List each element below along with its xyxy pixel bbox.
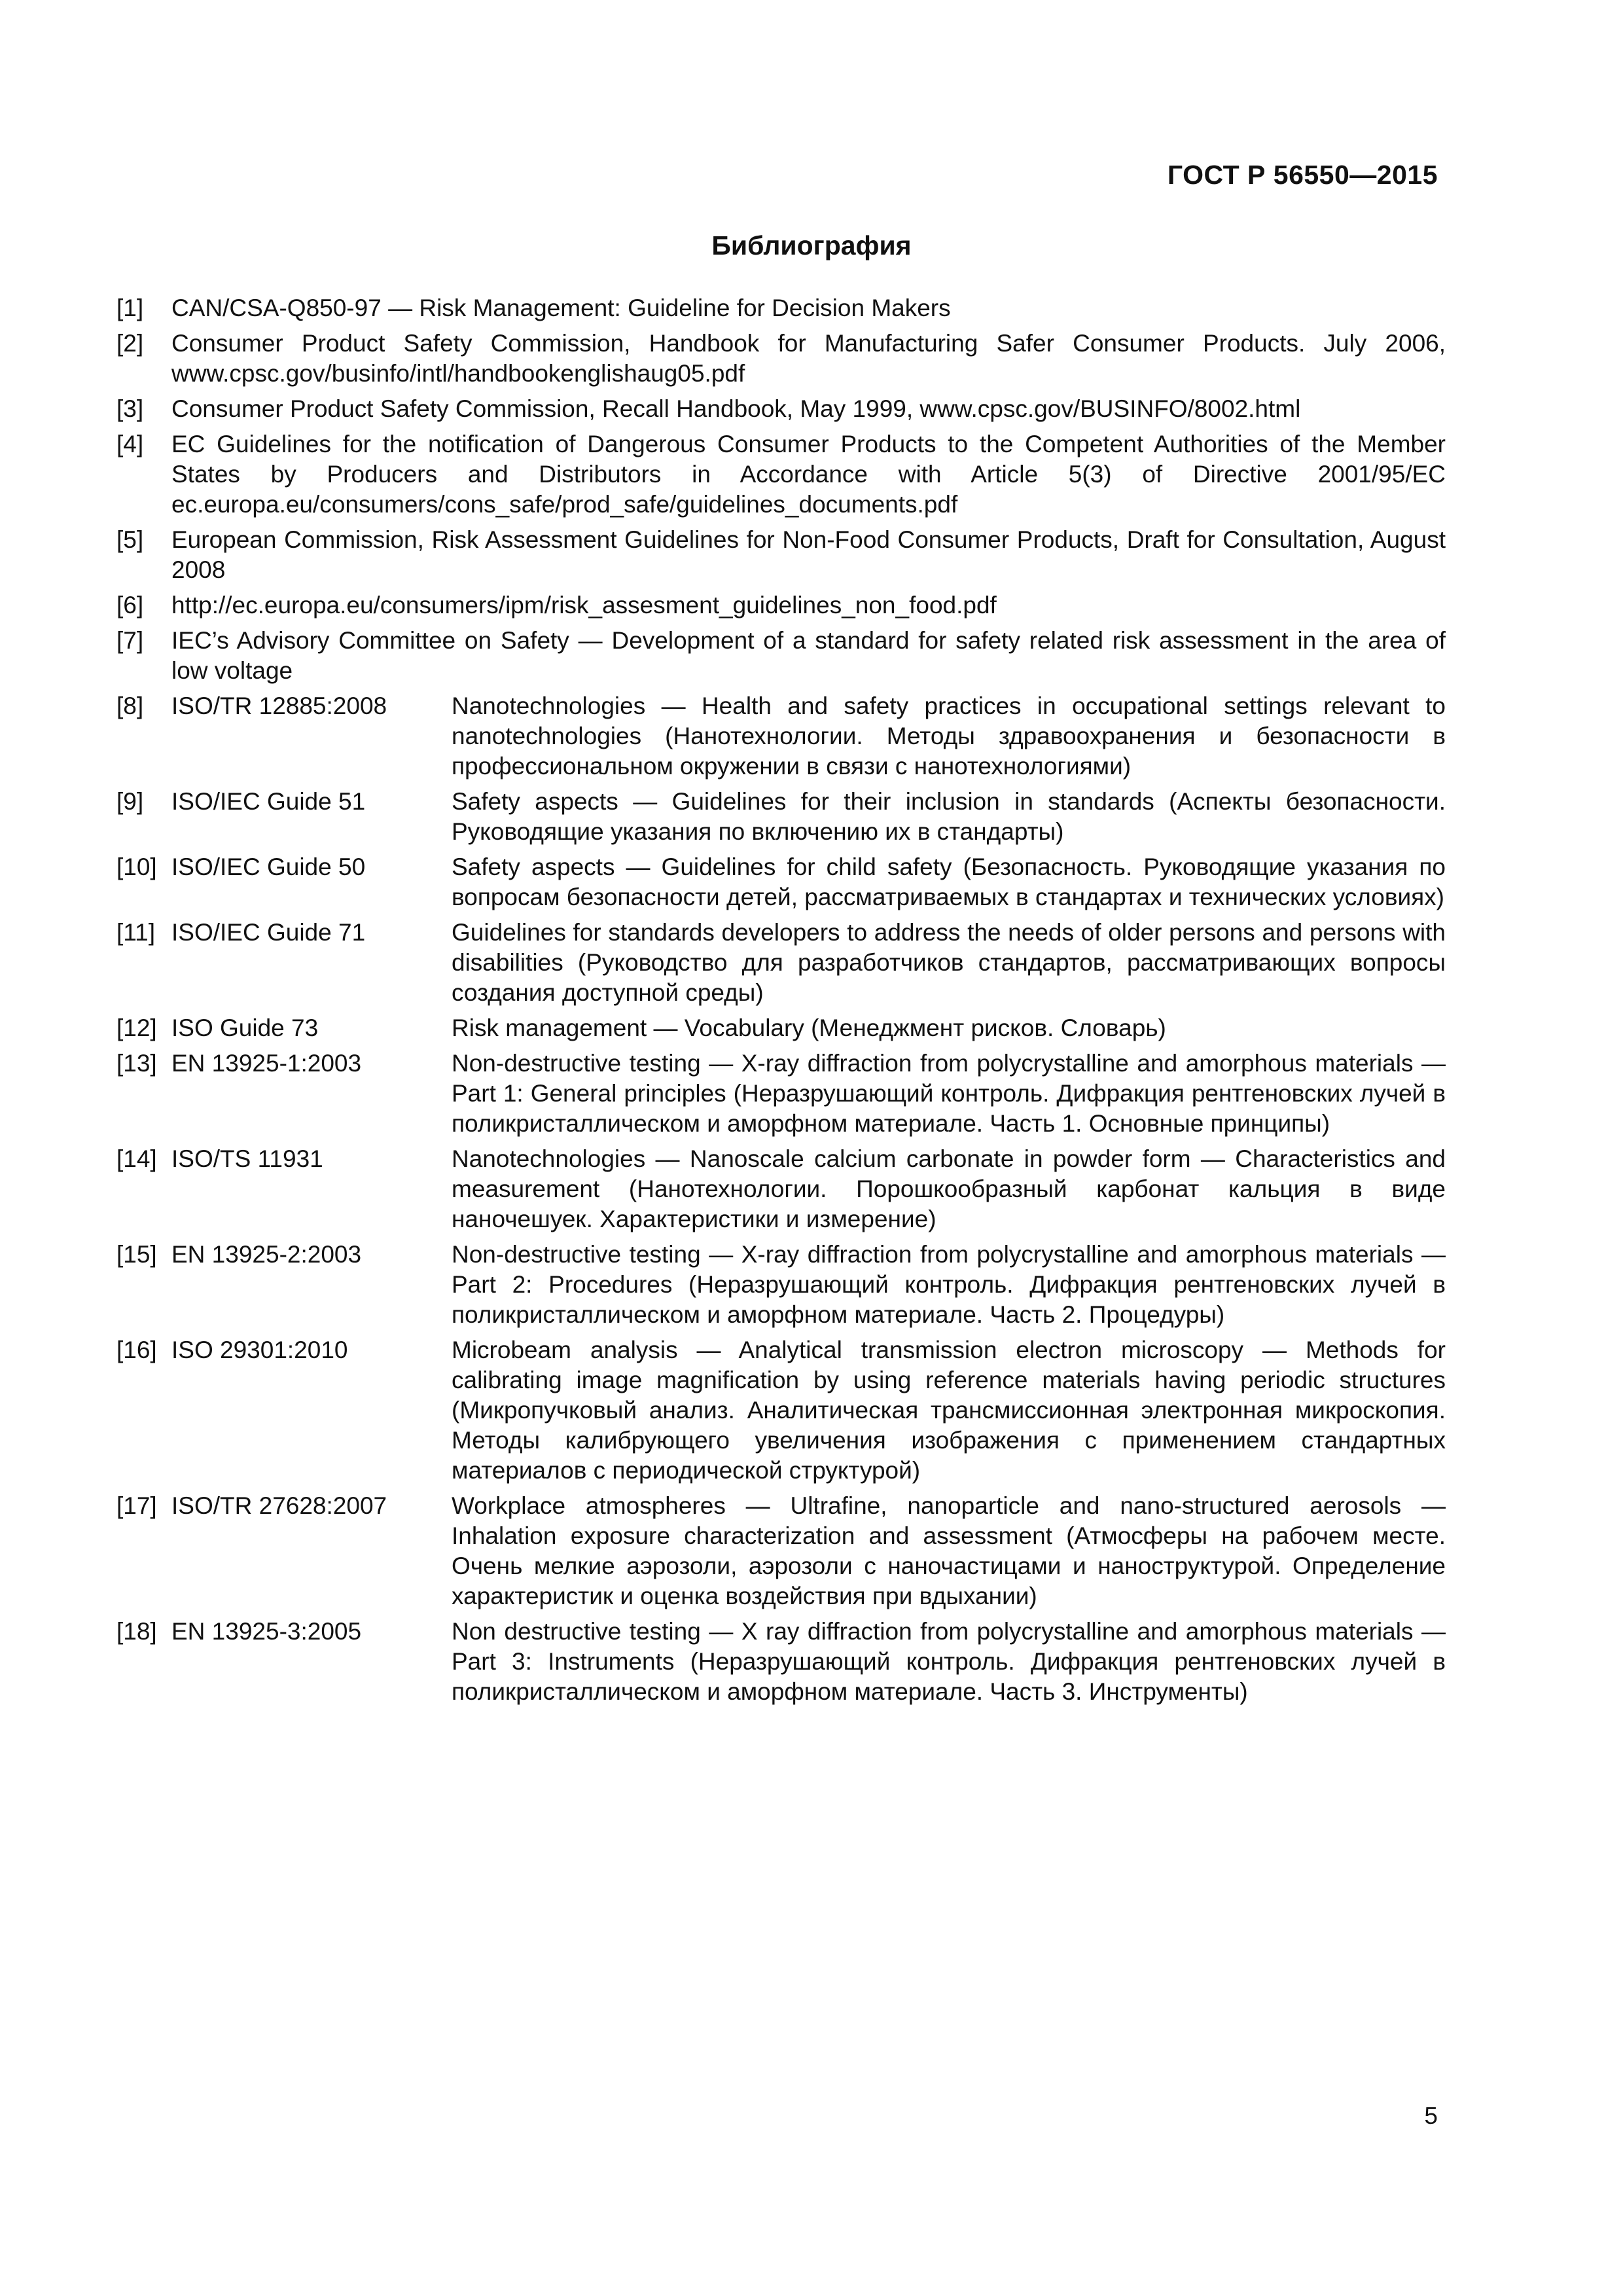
bibliography-entry-6 xyxy=(116,590,1446,620)
entry-standard-code: EN 13925-2:2003 xyxy=(171,1241,362,1268)
entry-number: [15] xyxy=(116,1241,157,1268)
entry-title: Non-destructive testing — X-ray diffraction from polycrystalline and amorphous materials — Part 1: General principles (Неразрушающий контроль. Дифракция рентгеновских лучей в поликристаллическом и аморфном материале. Часть 1. Основные принципы) xyxy=(452,1050,1446,1137)
entry-title: Microbeam analysis — Analytical transmission electron microscopy — Methods for calibrating image magnification by using reference materials having periodic structures (Микропучковый анализ. Аналитическая трансмиссионная электронная микроскопия. Методы калибрующего увеличения изображения с применением стандартных материалов с периодической структурой) xyxy=(452,1336,1446,1484)
entry-number: [4] xyxy=(116,431,144,457)
entry-standard-code: ISO/IEC Guide 71 xyxy=(171,919,366,946)
bibliography-entry-2 xyxy=(116,329,1446,389)
entry-title: Workplace atmospheres — Ultrafine, nanoparticle and nano-structured aerosols — Inhalation exposure characterization and assessment (Атмосферы на рабочем месте. Очень мелкие аэрозоли, аэрозоли с наночастицами и наноструктурой. Определение характеристик и оценка воздействия при вдыхании) xyxy=(452,1492,1446,1609)
standard-code-header: ГОСТ Р 56550—2015 xyxy=(1167,160,1438,190)
entry-text: Consumer Product Safety Commission, Recall Handbook, May 1999, www.cpsc.gov/BUSINFO/8002.html xyxy=(171,395,1301,422)
entry-standard-code: ISO/TS 11931 xyxy=(171,1145,323,1172)
bibliography-entry-4 xyxy=(116,429,1446,520)
bibliography-entry-15 xyxy=(116,1240,1446,1330)
entry-standard-code: ISO/IEC Guide 51 xyxy=(171,788,366,815)
entry-standard-code: EN 13925-1:2003 xyxy=(171,1050,362,1077)
entry-title: Risk management — Vocabulary (Менеджмент рисков. Словарь) xyxy=(452,1014,1166,1041)
bibliography-entry-7 xyxy=(116,626,1446,686)
entry-number: [8] xyxy=(116,692,144,719)
entry-number: [6] xyxy=(116,592,144,619)
bibliography-entry-17 xyxy=(116,1491,1446,1611)
entry-number: [3] xyxy=(116,395,144,422)
entry-number: [17] xyxy=(116,1492,157,1519)
entry-number: [18] xyxy=(116,1618,157,1645)
entry-text: EC Guidelines for the notification of Dangerous Consumer Products to the Competent Authorities of the Member States by Producers and Distributors in Accordance with Article 5(3) of Directive 2001/95/EC ec.europa.eu/consumers/cons_safe/prod_safe/guidelines_documents.pdf xyxy=(171,431,1446,518)
entry-standard-code: ISO 29301:2010 xyxy=(171,1336,348,1363)
bibliography-entry-18 xyxy=(116,1617,1446,1707)
entry-text: CAN/CSA-Q850-97 — Risk Management: Guideline for Decision Makers xyxy=(171,295,951,321)
bibliography-entry-1 xyxy=(116,293,1446,323)
entry-number: [2] xyxy=(116,330,144,357)
bibliography-entry-11 xyxy=(116,918,1446,1008)
entry-number: [11] xyxy=(116,919,155,946)
entry-text: IEC’s Advisory Committee on Safety — Development of a standard for safety related risk assessment in the area of low voltage xyxy=(171,627,1446,684)
bibliography-entry-10 xyxy=(116,852,1446,912)
entry-title: Nanotechnologies — Health and safety practices in occupational settings relevant to nanotechnologies (Нанотехнологии. Методы здравоохранения и безопасности в профессиональном окружении в связи с нанотехнологиями) xyxy=(452,692,1446,780)
bibliography-list xyxy=(116,293,1446,1712)
bibliography-title: Библиография xyxy=(711,230,912,260)
entry-number: [16] xyxy=(116,1336,157,1363)
entry-number: [9] xyxy=(116,788,144,815)
entry-number: [14] xyxy=(116,1145,157,1172)
bibliography-entry-12 xyxy=(116,1013,1446,1043)
bibliography-entry-9 xyxy=(116,787,1446,847)
entry-title: Safety aspects — Guidelines for their inclusion in standards (Аспекты безопасности. Руководящие указания по включению их в стандарты) xyxy=(452,788,1446,845)
entry-standard-code: ISO/TR 12885:2008 xyxy=(171,692,387,719)
entry-standard-code: EN 13925-3:2005 xyxy=(171,1618,362,1645)
entry-standard-code: ISO/TR 27628:2007 xyxy=(171,1492,387,1519)
entry-text: European Commission, Risk Assessment Guidelines for Non-Food Consumer Products, Draft for Consultation, August 2008 xyxy=(171,526,1446,583)
bibliography-entry-5 xyxy=(116,525,1446,585)
entry-title: Guidelines for standards developers to address the needs of older persons and persons with disabilities (Руководство для разработчиков стандартов, рассматривающих вопросы создания доступной среды) xyxy=(452,919,1446,1006)
entry-number: [12] xyxy=(116,1014,157,1041)
bibliography-entry-8 xyxy=(116,691,1446,781)
entry-text: Consumer Product Safety Commission, Handbook for Manufacturing Safer Consumer Products. July 2006, www.cpsc.gov/businfo/intl/handbookenglishaug05.pdf xyxy=(171,330,1446,387)
bibliography-entry-3 xyxy=(116,394,1446,424)
page-number: 5 xyxy=(1424,2102,1438,2129)
bibliography-entry-14 xyxy=(116,1144,1446,1234)
entry-number: [7] xyxy=(116,627,144,654)
entry-number: [13] xyxy=(116,1050,157,1077)
entry-standard-code: ISO/IEC Guide 50 xyxy=(171,853,366,880)
entry-number: [5] xyxy=(116,526,144,553)
entry-standard-code: ISO Guide 73 xyxy=(171,1014,319,1041)
entry-number: [1] xyxy=(116,295,144,321)
entry-title: Nanotechnologies — Nanoscale calcium carbonate in powder form — Characteristics and measurement (Нанотехнологии. Порошкообразный карбонат кальция в виде наночешуек. Характеристики и измерение) xyxy=(452,1145,1446,1232)
entry-title: Non-destructive testing — X-ray diffraction from polycrystalline and amorphous materials — Part 2: Procedures (Неразрушающий контроль. Дифракция рентгеновских лучей в поликристаллическом и аморфном материале. Часть 2. Процедуры) xyxy=(452,1241,1446,1328)
entry-title: Non destructive testing — X ray diffraction from polycrystalline and amorphous materials — Part 3: Instruments (Неразрушающий контроль. Дифракция рентгеновских лучей в поликристаллическом и аморфном материале. Часть 3. Инструменты) xyxy=(452,1618,1446,1705)
entry-text: http://ec.europa.eu/consumers/ipm/risk_assesment_guidelines_non_food.pdf xyxy=(171,592,997,619)
bibliography-entry-13 xyxy=(116,1049,1446,1139)
entry-title: Safety aspects — Guidelines for child safety (Безопасность. Руководящие указания по вопросам безопасности детей, рассматриваемых в стандартах и технических условиях) xyxy=(452,853,1446,910)
entry-number: [10] xyxy=(116,853,157,880)
bibliography-entry-16 xyxy=(116,1335,1446,1486)
